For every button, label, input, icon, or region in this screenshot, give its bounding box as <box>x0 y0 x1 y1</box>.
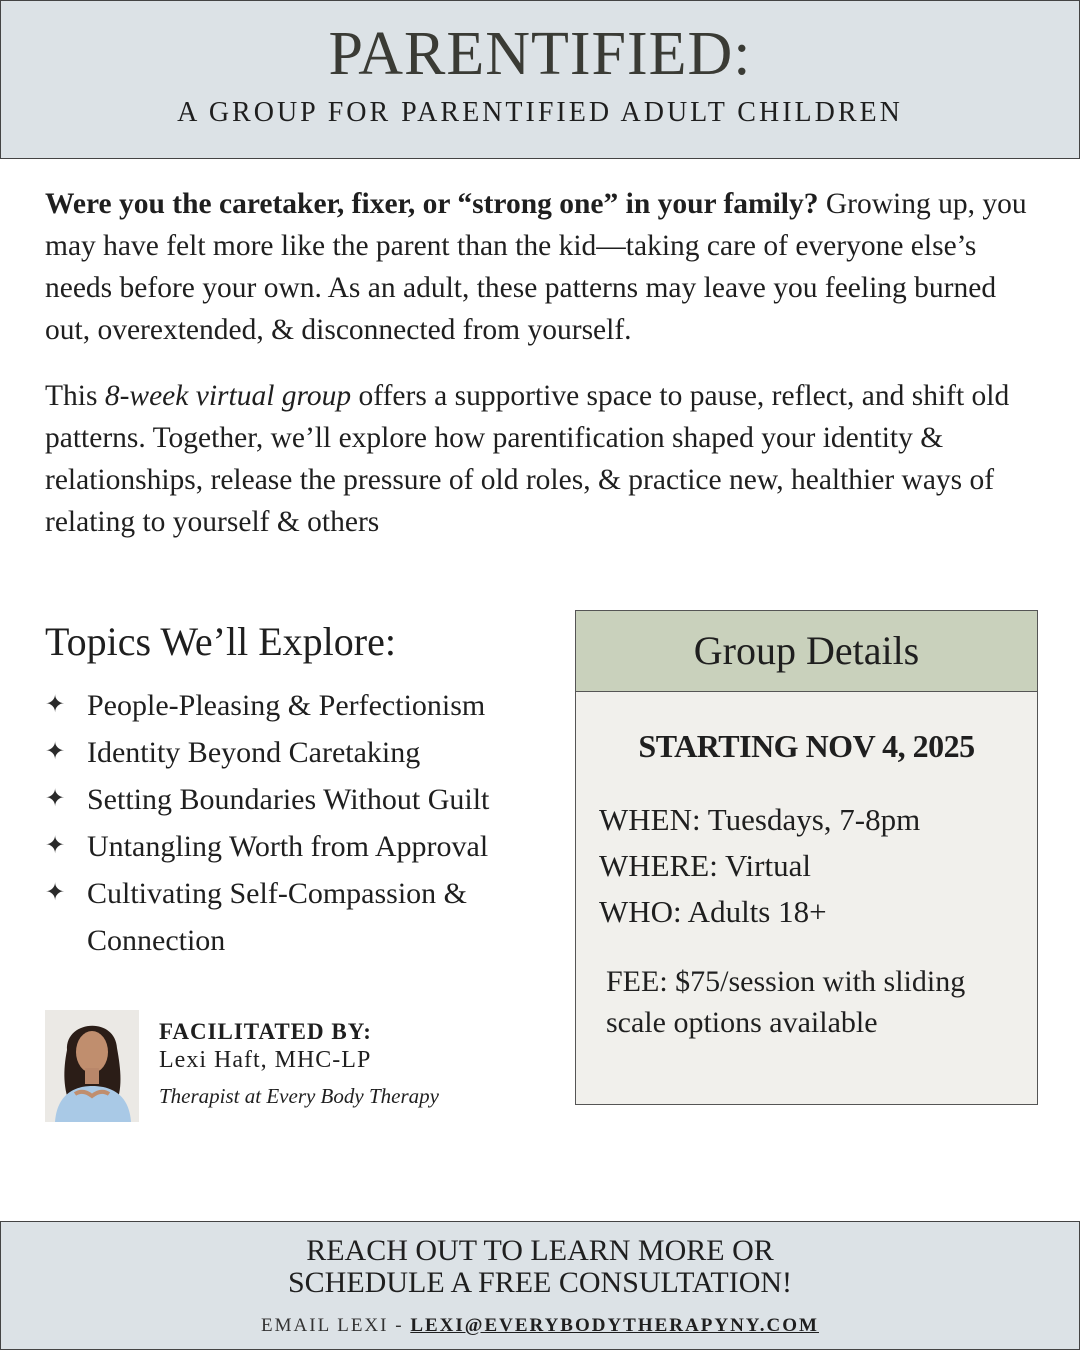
sparkle-icon: ✦ <box>45 880 66 906</box>
intro-lead-text: Growing up, you may have felt more like the parent than the kid—taking care of everyone else’s needs before your own. As an adult, these patterns may leave you feeling burned out, overextended, & disconnected from yourself. <box>45 188 1027 346</box>
intro-section <box>45 183 1045 567</box>
topic-label: People-Pleasing & Perfectionism <box>87 689 486 722</box>
intro-p2-start: This <box>45 380 105 412</box>
intro-lead-question: Were you the caretaker, fixer, or “strong one” in your family? <box>45 188 819 220</box>
topics-list <box>45 682 565 964</box>
sparkle-icon: ✦ <box>45 833 66 859</box>
page-title: PARENTIFIED: <box>328 20 752 88</box>
topic-item <box>45 870 565 964</box>
page-subtitle: A GROUP FOR PARENTIFIED ADULT CHILDREN <box>177 97 903 128</box>
where-line: WHERE: Virtual <box>599 848 811 883</box>
intro-p2-emphasis: 8-week virtual group <box>104 380 352 412</box>
start-date: STARTING NOV 4, 2025 <box>638 728 975 764</box>
sparkle-icon: ✦ <box>45 739 66 765</box>
group-details-box <box>575 610 1038 1105</box>
facilitator-label: FACILITATED BY: <box>159 1019 372 1044</box>
intro-paragraph-2 <box>45 375 1045 543</box>
topic-item <box>45 729 565 776</box>
footer-banner <box>0 1221 1080 1350</box>
fee-line: FEE: $75/session with sliding scale options available <box>606 965 966 1039</box>
facilitator-role: Therapist at Every Body Therapy <box>159 1084 439 1108</box>
facilitator-photo <box>45 1010 139 1122</box>
email-link[interactable]: LEXI@EVERYBODYTHERAPYNY.COM <box>410 1315 819 1336</box>
topic-item <box>45 682 565 729</box>
email-line <box>1 1315 1079 1337</box>
group-details-title: Group Details <box>576 611 1037 692</box>
avatar <box>45 1010 139 1122</box>
header-banner <box>0 0 1080 159</box>
intro-paragraph-1 <box>45 183 1045 351</box>
cta-line-2: SCHEDULE A FREE CONSULTATION! <box>287 1266 793 1299</box>
who-line: WHO: Adults 18+ <box>599 894 827 929</box>
topic-label: Cultivating Self-Compassion & Connection <box>87 877 467 957</box>
facilitator-card <box>45 1010 565 1122</box>
cta-line-1: REACH OUT TO LEARN MORE OR <box>306 1234 774 1267</box>
topic-label: Setting Boundaries Without Guilt <box>87 783 490 816</box>
facilitator-name: Lexi Haft, MHC-LP <box>159 1047 372 1073</box>
topic-label: Identity Beyond Caretaking <box>87 736 421 769</box>
topic-label: Untangling Worth from Approval <box>87 830 489 863</box>
when-line: WHEN: Tuesdays, 7-8pm <box>599 802 921 837</box>
intro-p2-text: offers a supportive space to pause, reflect, and shift old patterns. Together, we’ll explore how parentification shaped your identity & relationships, release the pressure of old roles, & practice new, healthier ways of relating to yourself & others <box>45 380 1010 538</box>
topics-title: Topics We’ll Explore: <box>45 619 396 664</box>
facilitator-text <box>159 1018 439 1109</box>
topic-item <box>45 823 565 870</box>
sparkle-icon: ✦ <box>45 692 66 718</box>
topic-item <box>45 776 565 823</box>
details-lines <box>599 797 1037 935</box>
cta-text <box>1 1235 1079 1299</box>
sparkle-icon: ✦ <box>45 786 66 812</box>
email-prefix: EMAIL LEXI - <box>261 1315 411 1336</box>
